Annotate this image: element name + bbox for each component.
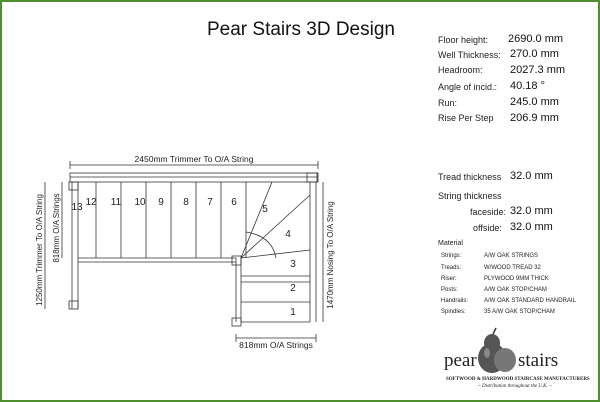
step-number-6: 6 bbox=[231, 197, 237, 208]
material-label-handrails: Handrails: bbox=[441, 298, 469, 304]
spec-label-run: Run: bbox=[438, 98, 458, 108]
material-value-posts: A/W OAK STOP/CHAM bbox=[484, 287, 547, 293]
material-value-treads: W/WOOD TREAD 32 bbox=[484, 265, 541, 271]
step-number-2: 2 bbox=[290, 283, 296, 294]
top-dimension-text: 2450mm Trimmer To O/A String bbox=[134, 154, 254, 164]
logo-subline: ~ Distribution throughout the U.K. ~ bbox=[478, 384, 552, 389]
logo-word-pear: pear bbox=[444, 350, 477, 371]
spec-label-well-thickness: Well Thickness: bbox=[438, 50, 501, 60]
spec-value-floor-height: 2690.0 mm bbox=[508, 33, 564, 45]
step-number-8: 8 bbox=[183, 197, 189, 208]
step-number-11: 11 bbox=[110, 197, 122, 208]
string-offside-label: offside: bbox=[473, 223, 502, 233]
string-faceside-label: faceside: bbox=[470, 207, 507, 217]
material-value-riser: PLYWOOD 9MM THICK bbox=[484, 276, 549, 282]
tread-thickness-value: 32.0 mm bbox=[510, 170, 553, 182]
spec-value-angle: 40.18 ° bbox=[510, 80, 545, 92]
left-inner-dimension-text: 818mm O/A Strings bbox=[52, 193, 61, 263]
spec-value-well-thickness: 270.0 mm bbox=[510, 48, 559, 60]
tread-thickness-label: Tread thickness bbox=[438, 172, 502, 182]
spec-value-run: 245.0 mm bbox=[510, 96, 559, 108]
step-number-9: 9 bbox=[158, 197, 164, 208]
material-label-posts: Posts: bbox=[441, 287, 458, 293]
material-value-spindles: 35 A/W OAK STOP/CHAM bbox=[484, 309, 555, 315]
spec-label-floor-height: Floor height: bbox=[438, 35, 489, 45]
step-number-1: 1 bbox=[290, 307, 296, 318]
step-number-13: 13 bbox=[71, 202, 83, 213]
step-number-7: 7 bbox=[207, 197, 213, 208]
string-faceside-value: 32.0 mm bbox=[510, 205, 553, 217]
pear-logo-icon bbox=[478, 328, 516, 373]
newel-post bbox=[232, 256, 241, 265]
step-number-5: 5 bbox=[262, 204, 268, 215]
spec-label-angle: Angle of incid.: bbox=[438, 82, 498, 92]
material-label-treads: Treads: bbox=[441, 265, 462, 271]
left-outer-dimension-text: 1250mm Trimmer To O/A String bbox=[35, 194, 44, 306]
material-heading: Material bbox=[438, 240, 463, 247]
step-number-12: 12 bbox=[85, 197, 97, 208]
top-handrail bbox=[70, 173, 318, 182]
right-dimension-text: 1470mm Nosing To O/A String bbox=[326, 201, 335, 309]
material-label-riser: Riser: bbox=[441, 276, 457, 282]
step-number-3: 3 bbox=[290, 259, 296, 270]
spec-label-headroom: Headroom: bbox=[438, 65, 483, 75]
material-label-spindles: Spindles: bbox=[441, 309, 466, 315]
string-offside-value: 32.0 mm bbox=[510, 221, 553, 233]
material-label-strings: Strings: bbox=[441, 253, 462, 259]
logo-tagline: SOFTWOOD & HARDWOOD STAIRCASE MANUFACTURERS bbox=[446, 377, 590, 382]
spec-label-rise: Rise Per Step bbox=[438, 113, 494, 123]
spec-value-headroom: 2027.3 mm bbox=[510, 64, 566, 76]
page-title: Pear Stairs 3D Design bbox=[207, 19, 395, 40]
step-number-10: 10 bbox=[134, 197, 146, 208]
step-number-4: 4 bbox=[285, 229, 291, 240]
spec-value-rise: 206.9 mm bbox=[510, 112, 559, 124]
logo-word-stairs: stairs bbox=[518, 350, 559, 371]
bottom-dimension-text: 818mm O/A Strings bbox=[239, 340, 313, 350]
string-thickness-label: String thickness bbox=[438, 191, 502, 201]
material-value-handrails: A/W OAK STANDARD HANDRAIL bbox=[484, 298, 576, 304]
material-value-strings: A/W OAK STRINGS bbox=[484, 253, 539, 259]
